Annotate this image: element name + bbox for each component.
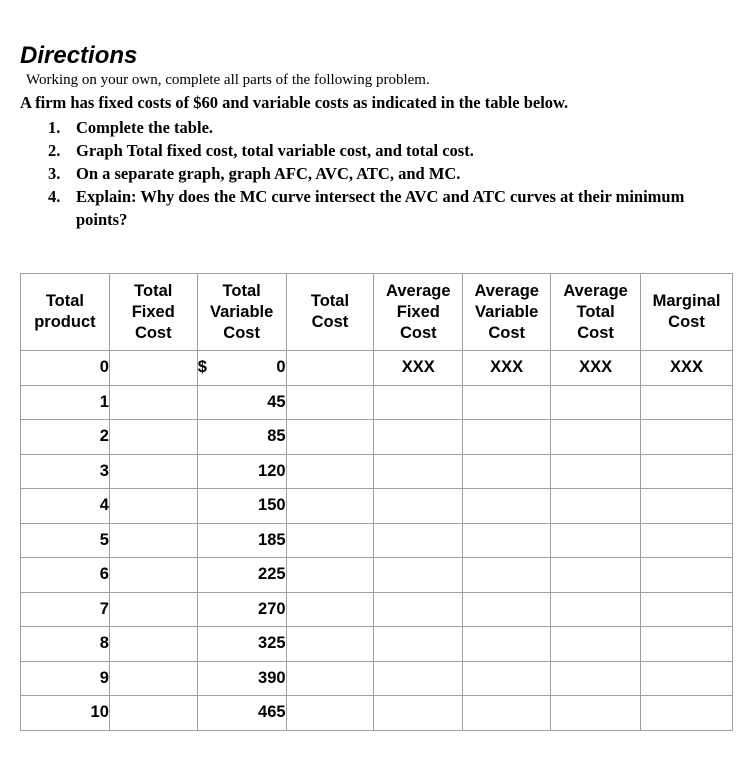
directions-heading: Directions bbox=[20, 42, 138, 69]
cell-marginal-cost[interactable] bbox=[641, 627, 733, 662]
cell-total-variable-cost: 465 bbox=[197, 696, 286, 731]
cell-total-fixed-cost[interactable] bbox=[109, 454, 197, 489]
intro-text: Working on your own, complete all parts of the following problem. bbox=[26, 72, 430, 88]
cell-total-cost[interactable] bbox=[286, 351, 374, 386]
step-number: 1. bbox=[48, 118, 61, 137]
step-item bbox=[48, 116, 728, 139]
cell-average-fixed-cost[interactable] bbox=[374, 696, 463, 731]
step-item bbox=[48, 139, 728, 162]
cell-average-variable-cost[interactable] bbox=[463, 523, 551, 558]
table-row bbox=[21, 627, 733, 662]
header-marginal-cost: Marginal Cost bbox=[641, 274, 733, 351]
header-average-variable-cost: Average Variable Cost bbox=[463, 274, 551, 351]
cost-table bbox=[20, 273, 733, 731]
cell-average-fixed-cost[interactable] bbox=[374, 627, 463, 662]
cell-total-cost[interactable] bbox=[286, 523, 374, 558]
cell-marginal-cost[interactable] bbox=[641, 558, 733, 593]
table-header-row bbox=[21, 274, 733, 351]
cell-average-fixed-cost: XXX bbox=[374, 351, 463, 386]
cell-average-variable-cost: XXX bbox=[463, 351, 551, 386]
header-total-cost: Total Cost bbox=[286, 274, 374, 351]
cell-average-total-cost: XXX bbox=[551, 351, 641, 386]
cell-total-cost[interactable] bbox=[286, 627, 374, 662]
cell-total-product: 5 bbox=[21, 523, 110, 558]
step-text: Explain: Why does the MC curve intersect the AVC and ATC curves at their minimum points? bbox=[76, 187, 685, 229]
header-total-variable-cost: Total Variable Cost bbox=[197, 274, 286, 351]
cell-total-cost[interactable] bbox=[286, 661, 374, 696]
cell-average-total-cost[interactable] bbox=[551, 420, 641, 455]
step-number: 3. bbox=[48, 164, 61, 183]
step-item bbox=[48, 162, 728, 185]
cell-average-total-cost[interactable] bbox=[551, 696, 641, 731]
cell-average-variable-cost[interactable] bbox=[463, 558, 551, 593]
cell-average-total-cost[interactable] bbox=[551, 558, 641, 593]
cell-average-variable-cost[interactable] bbox=[463, 627, 551, 662]
cell-total-cost[interactable] bbox=[286, 454, 374, 489]
cell-average-fixed-cost[interactable] bbox=[374, 454, 463, 489]
cell-marginal-cost[interactable] bbox=[641, 523, 733, 558]
cell-marginal-cost[interactable] bbox=[641, 489, 733, 524]
cell-total-variable-cost: 45 bbox=[197, 385, 286, 420]
cell-average-fixed-cost[interactable] bbox=[374, 592, 463, 627]
cell-total-variable-cost: 150 bbox=[197, 489, 286, 524]
table-row bbox=[21, 420, 733, 455]
cell-average-total-cost[interactable] bbox=[551, 454, 641, 489]
cell-total-cost[interactable] bbox=[286, 558, 374, 593]
cell-total-fixed-cost[interactable] bbox=[109, 627, 197, 662]
cell-total-product: 7 bbox=[21, 592, 110, 627]
cell-total-product: 2 bbox=[21, 420, 110, 455]
table-row bbox=[21, 454, 733, 489]
cell-average-fixed-cost[interactable] bbox=[374, 385, 463, 420]
header-average-fixed-cost: Average Fixed Cost bbox=[374, 274, 463, 351]
cell-total-fixed-cost[interactable] bbox=[109, 592, 197, 627]
cell-total-fixed-cost[interactable] bbox=[109, 696, 197, 731]
cell-average-total-cost[interactable] bbox=[551, 489, 641, 524]
cell-total-variable-cost: 120 bbox=[197, 454, 286, 489]
cell-average-fixed-cost[interactable] bbox=[374, 489, 463, 524]
step-item bbox=[48, 185, 728, 231]
cell-total-cost[interactable] bbox=[286, 696, 374, 731]
cell-total-cost[interactable] bbox=[286, 385, 374, 420]
table-row bbox=[21, 661, 733, 696]
cell-marginal-cost[interactable] bbox=[641, 661, 733, 696]
cell-average-fixed-cost[interactable] bbox=[374, 420, 463, 455]
cell-average-fixed-cost[interactable] bbox=[374, 558, 463, 593]
cell-total-cost[interactable] bbox=[286, 592, 374, 627]
dollar-sign: $ bbox=[197, 358, 207, 377]
header-total-product: Total product bbox=[21, 274, 110, 351]
cell-total-fixed-cost[interactable] bbox=[109, 661, 197, 696]
cell-average-variable-cost[interactable] bbox=[463, 661, 551, 696]
cell-marginal-cost[interactable] bbox=[641, 592, 733, 627]
cell-total-cost[interactable] bbox=[286, 489, 374, 524]
header-total-fixed-cost: Total Fixed Cost bbox=[109, 274, 197, 351]
cell-total-product: 4 bbox=[21, 489, 110, 524]
table-row bbox=[21, 351, 733, 386]
cell-total-fixed-cost[interactable] bbox=[109, 558, 197, 593]
cell-marginal-cost[interactable] bbox=[641, 454, 733, 489]
cell-total-product: 10 bbox=[21, 696, 110, 731]
cell-marginal-cost[interactable] bbox=[641, 385, 733, 420]
step-number: 2. bbox=[48, 141, 61, 160]
cell-marginal-cost[interactable] bbox=[641, 420, 733, 455]
cell-total-fixed-cost[interactable] bbox=[109, 351, 197, 386]
cell-total-fixed-cost[interactable] bbox=[109, 489, 197, 524]
problem-statement: A firm has fixed costs of $60 and variable costs as indicated in the table below. bbox=[20, 93, 569, 112]
cell-total-fixed-cost[interactable] bbox=[109, 385, 197, 420]
cell-total-variable-cost: 225 bbox=[197, 558, 286, 593]
cell-total-fixed-cost[interactable] bbox=[109, 523, 197, 558]
cell-total-product: 8 bbox=[21, 627, 110, 662]
cell-total-product: 3 bbox=[21, 454, 110, 489]
table-row bbox=[21, 592, 733, 627]
cell-total-product: 1 bbox=[21, 385, 110, 420]
cell-total-product: 9 bbox=[21, 661, 110, 696]
cell-marginal-cost[interactable] bbox=[641, 696, 733, 731]
step-text: Complete the table. bbox=[76, 118, 214, 137]
cell-total-variable-cost: 85 bbox=[197, 420, 286, 455]
cell-average-total-cost[interactable] bbox=[551, 592, 641, 627]
table-row bbox=[21, 696, 733, 731]
table-row bbox=[21, 489, 733, 524]
header-average-total-cost: Average Total Cost bbox=[551, 274, 641, 351]
table-row bbox=[21, 523, 733, 558]
cell-marginal-cost: XXX bbox=[641, 351, 733, 386]
cell-total-cost[interactable] bbox=[286, 420, 374, 455]
cell-average-total-cost[interactable] bbox=[551, 661, 641, 696]
cell-average-variable-cost[interactable] bbox=[463, 420, 551, 455]
cell-average-fixed-cost[interactable] bbox=[374, 661, 463, 696]
cell-average-variable-cost[interactable] bbox=[463, 385, 551, 420]
cell-average-variable-cost[interactable] bbox=[463, 592, 551, 627]
step-number: 4. bbox=[48, 187, 61, 206]
steps-list bbox=[48, 116, 728, 231]
table-row bbox=[21, 558, 733, 593]
cell-average-total-cost[interactable] bbox=[551, 385, 641, 420]
cell-total-variable-cost: $ 0 bbox=[197, 351, 286, 386]
cell-average-variable-cost[interactable] bbox=[463, 696, 551, 731]
cell-total-product: 0 bbox=[21, 351, 110, 386]
step-text: Graph Total fixed cost, total variable cost, and total cost. bbox=[76, 141, 474, 160]
cell-average-variable-cost[interactable] bbox=[463, 454, 551, 489]
cell-average-fixed-cost[interactable] bbox=[374, 523, 463, 558]
cell-total-variable-cost: 185 bbox=[197, 523, 286, 558]
table-row bbox=[21, 385, 733, 420]
cell-average-variable-cost[interactable] bbox=[463, 489, 551, 524]
cell-total-variable-cost: 390 bbox=[197, 661, 286, 696]
cell-average-total-cost[interactable] bbox=[551, 523, 641, 558]
cell-average-total-cost[interactable] bbox=[551, 627, 641, 662]
cell-total-fixed-cost[interactable] bbox=[109, 420, 197, 455]
cell-total-variable-cost: 270 bbox=[197, 592, 286, 627]
step-text: On a separate graph, graph AFC, AVC, ATC, and MC. bbox=[76, 164, 461, 183]
cell-total-product: 6 bbox=[21, 558, 110, 593]
cell-total-variable-cost: 325 bbox=[197, 627, 286, 662]
